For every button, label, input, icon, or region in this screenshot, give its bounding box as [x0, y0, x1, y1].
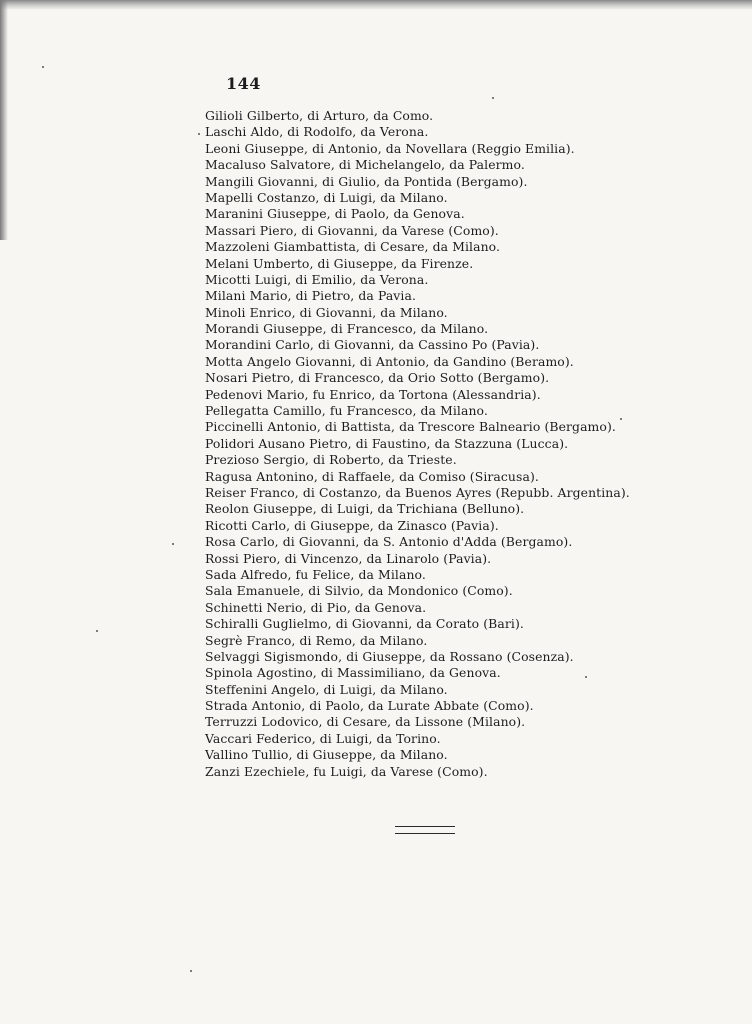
list-item: Spinola Agostino, di Massimiliano, da Genova.: [205, 665, 501, 681]
speck: [585, 676, 587, 678]
list-item: Melani Umberto, di Giuseppe, da Firenze.: [205, 255, 474, 271]
list-item: Morandini Carlo, di Giovanni, da Cassino Po (Pavia).: [205, 337, 540, 353]
list-item: Rosa Carlo, di Giovanni, da S. Antonio d'Adda (Bergamo).: [205, 534, 573, 550]
list-item: Pellegatta Camillo, fu Francesco, da Milano.: [205, 403, 488, 419]
list-item: Mazzoleni Giambattista, di Cesare, da Milano.: [205, 239, 501, 255]
list-item: Micotti Luigi, di Emilio, da Verona.: [205, 271, 429, 287]
speck: [42, 66, 44, 68]
list-item: Vaccari Federico, di Luigi, da Torino.: [205, 730, 441, 746]
list-item: Schinetti Nerio, di Pio, da Genova.: [205, 599, 427, 615]
list-item: Strada Antonio, di Paolo, da Lurate Abbate (Como).: [205, 698, 534, 714]
speck: [198, 133, 200, 135]
list-item: Gilioli Gilberto, di Arturo, da Como.: [205, 108, 434, 123]
speck: [172, 543, 174, 545]
list-item: Leoni Giuseppe, di Antonio, da Novellara (Reggio Emilia).: [205, 140, 575, 156]
list-item: Schiralli Guglielmo, di Giovanni, da Corato (Bari).: [205, 616, 524, 632]
list-item: Prezioso Sergio, di Roberto, da Trieste.: [205, 452, 457, 468]
list-item: Rossi Piero, di Vincenzo, da Linarolo (Pavia).: [205, 550, 492, 566]
list-item: Laschi Aldo, di Rodolfo, da Verona.: [205, 124, 429, 140]
list-item: Mangili Giovanni, di Giulio, da Pontida (Bergamo).: [205, 173, 528, 189]
list-item: Ricotti Carlo, di Giuseppe, da Zinasco (Pavia).: [205, 517, 499, 533]
scan-top-edge: [0, 0, 752, 10]
list-item: Pedenovi Mario, fu Enrico, da Tortona (Alessandria).: [205, 386, 541, 402]
page-number: 144: [226, 74, 261, 93]
list-item: Vallino Tullio, di Giuseppe, da Milano.: [205, 747, 448, 763]
list-item: Selvaggi Sigismondo, di Giuseppe, da Rossano (Cosenza).: [205, 648, 574, 664]
list-item: Mapelli Costanzo, di Luigi, da Milano.: [205, 189, 448, 205]
list-item: Zanzi Ezechiele, fu Luigi, da Varese (Como).: [205, 763, 488, 779]
list-item: Maranini Giuseppe, di Paolo, da Genova.: [205, 206, 465, 222]
list-item: Sada Alfredo, fu Felice, da Milano.: [205, 566, 426, 582]
list-item: Segrè Franco, di Remo, da Milano.: [205, 632, 428, 648]
list-item: Macaluso Salvatore, di Michelangelo, da Palermo.: [205, 157, 525, 173]
list-item: Morandi Giuseppe, di Francesco, da Milano.: [205, 321, 489, 337]
list-item: Motta Angelo Giovanni, di Antonio, da Gandino (Beramo).: [205, 353, 574, 369]
list-item: Reolon Giuseppe, di Luigi, da Trichiana (Belluno).: [205, 501, 525, 517]
list-item: Steffenini Angelo, di Luigi, da Milano.: [205, 681, 448, 697]
scan-left-edge: [0, 0, 8, 240]
list-item: Ragusa Antonino, di Raffaele, da Comiso (Siracusa).: [205, 468, 539, 484]
speck: [492, 97, 494, 99]
list-item: Milani Mario, di Pietro, da Pavia.: [205, 288, 416, 304]
list-item: Sala Emanuele, di Silvio, da Mondonico (Como).: [205, 583, 513, 599]
list-item: Nosari Pietro, di Francesco, da Orio Sotto (Bergamo).: [205, 370, 550, 386]
list-item: Minoli Enrico, di Giovanni, da Milano.: [205, 304, 448, 320]
speck: [190, 970, 192, 972]
end-rule: [395, 826, 455, 834]
list-item: Terruzzi Lodovico, di Cesare, da Lissone (Milano).: [205, 714, 526, 730]
name-list: [205, 108, 630, 780]
list-item: Piccinelli Antonio, di Battista, da Trescore Balneario (Bergamo).: [205, 419, 616, 435]
list-item: Polidori Ausano Pietro, di Faustino, da Stazzuna (Lucca).: [205, 435, 569, 451]
list-item: Massari Piero, di Giovanni, da Varese (Como).: [205, 222, 499, 238]
speck: [96, 630, 98, 632]
speck: [620, 418, 622, 420]
list-item: Reiser Franco, di Costanzo, da Buenos Ayres (Repubb. Argentina).: [205, 484, 630, 500]
